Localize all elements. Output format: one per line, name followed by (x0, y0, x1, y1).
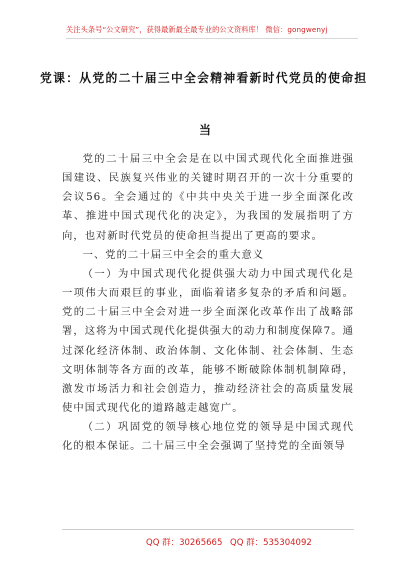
document-title: 党课：从党的二十届三中全会精神看新时代党员的使命担 (40, 71, 368, 85)
document-title-continuation: 当 (199, 123, 211, 137)
footer-contact (62, 529, 354, 548)
section-heading: 一、党的二十届三中全会的重大意义 (82, 248, 265, 261)
footer-qq-group-2: QQ 群：535304092 (230, 538, 312, 548)
paragraph-intro: 党的二十届三中全会是在以中国式现代化全面推进强国建设、民族复兴伟业的关键时期召开的一次十分重要的会议56。全会通过的《中共中央关于进一步全面深化改革、推进中国式现代化的决定》，为我国的发展指明了方向，也对新时代党员的使命担当提出了更高的要求。 (62, 153, 354, 242)
paragraph-section-1: （一）为中国式现代化提供强大动力中国式现代化是一项伟大而艰巨的事业，面临着诸多复杂的矛盾和问题。党的二十届三中全会对进一步全面深化改革作出了战略部署，这将为中国式现代化提供强大的动力和制度保障7。通过深化经济体制、政治体制、文化体制、社会体制、生态文明体制等各方面的改革，能够不断破除体制机制障碍，激发市场活力和社会创造力，推动经济社会的高质量发展使中国式现代化的道路越走越宽广。 (62, 267, 354, 415)
paragraph-section-2: （二）巩固党的领导核心地位党的领导是中国式现代化的根本保证。二十届三中全会强调了坚持党的全面领导 (62, 421, 354, 453)
header-banner: 关注头条号“公文研究”，获得最新最全最专业的公文资料库！ 微信：gongwenyj (66, 23, 358, 39)
document-body (62, 150, 354, 457)
footer-qq-group-1: QQ 群：30265665 (146, 538, 223, 548)
